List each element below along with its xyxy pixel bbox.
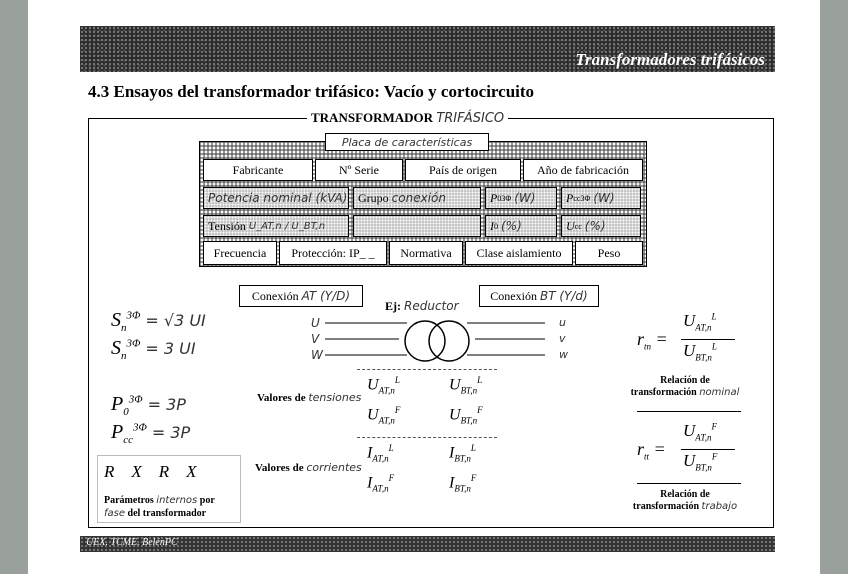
i-at-f: $I_{AT,n}^F$	[367, 473, 395, 494]
cell-fabricante: Fabricante	[203, 159, 313, 181]
formula-s1: $S_n^{3\Phi} = √3$ UI	[111, 309, 206, 334]
transformer-title-main: TRANSFORMADOR	[311, 110, 434, 125]
transformer-title-hand: TRIFÁSICO	[436, 111, 505, 126]
cell-blank	[353, 215, 481, 237]
transformer-title	[307, 110, 508, 126]
conn-bt: Conexión BT (Y/d)	[479, 285, 599, 307]
params-box	[97, 455, 241, 523]
example-label: Ej: Reductor	[385, 299, 459, 313]
i-at-l: $I_{AT,n}^L$	[367, 443, 394, 464]
content-frame	[88, 110, 774, 528]
ratio-nominal-caption: Relación de transformación nominal	[630, 375, 740, 398]
u-bt-l: $U_{BT,n}^L$	[449, 375, 483, 396]
ratio-trabajo-caption: Relación de transformación trabajo	[632, 489, 738, 512]
label-tension: Valores de tensiones	[257, 391, 362, 404]
cell-proteccion: Protección: IP_ _	[279, 241, 387, 265]
ratio-trabajo: $r_{tt}$ = $U_{AT,n}^F$ $U_{BT,n}^F$	[629, 421, 741, 481]
cell-pais: País de origen	[405, 159, 521, 181]
cell-tension: Tensión U_AT,n / U_BT,n	[203, 215, 349, 237]
nameplate-title: Placa de características	[325, 133, 489, 151]
phases-left: U V W	[311, 316, 323, 362]
phases-right: u v w	[559, 316, 568, 361]
divider-2	[357, 437, 497, 438]
cell-frecuencia: Frecuencia	[203, 241, 277, 265]
formula-pcc: $P_{cc}^{3\Phi} = 3P$	[111, 421, 191, 446]
ratio-divider	[637, 411, 741, 412]
u-at-f: $U_{AT,n}^F$	[367, 405, 401, 426]
cell-serie: Nº Serie	[315, 159, 403, 181]
cell-ucc: U cc (%)	[561, 215, 641, 237]
header-banner	[80, 26, 775, 72]
formula-p0: $P_0^{3\Phi} = 3P$	[111, 393, 186, 418]
formula-s2: $S_n^{3\Phi} = 3$ UI	[111, 337, 196, 362]
header-title: Transformadores trifásicos	[575, 50, 765, 69]
cell-i0: I 0 (%)	[485, 215, 557, 237]
cell-pcc: P cc 3Φ (W)	[561, 187, 641, 209]
ratio-nominal: $r_{tn}$ = $U_{AT,n}^L$ $U_{BT,n}^L$	[629, 311, 741, 371]
cell-potencia: Potencia nominal (kVA)	[203, 187, 349, 209]
u-bt-f: $U_{BT,n}^F$	[449, 405, 483, 426]
footer-text: UEX. TCME. BelénPC	[86, 537, 178, 548]
i-bt-l: $I_{BT,n}^L$	[449, 443, 476, 464]
cell-peso: Peso	[575, 241, 643, 265]
footer-bar	[80, 536, 775, 552]
cell-normativa: Normativa	[389, 241, 463, 265]
slide	[28, 0, 820, 574]
cell-grupo: Grupo conexión	[353, 187, 481, 209]
cell-clase: Clase aislamiento	[465, 241, 573, 265]
transformer-diagram	[307, 315, 555, 369]
cell-p0: P 0 3Φ (W)	[485, 187, 557, 209]
params-symbols: R X R X	[104, 462, 197, 481]
params-caption: Parámetros internos por fase del transformador	[104, 495, 215, 519]
label-corriente: Valores de corrientes	[255, 461, 362, 474]
u-at-l: $U_{AT,n}^L$	[367, 375, 400, 396]
cell-anio: Año de fabricación	[523, 159, 643, 181]
divider-1	[357, 369, 497, 370]
ratio-divider-2	[637, 483, 741, 484]
i-bt-f: $I_{BT,n}^F$	[449, 473, 477, 494]
section-heading: 4.3 Ensayos del transformador trifásico: Vacío y cortocircuito	[88, 82, 535, 101]
conn-at: Conexión AT (Y/D)	[239, 285, 363, 307]
